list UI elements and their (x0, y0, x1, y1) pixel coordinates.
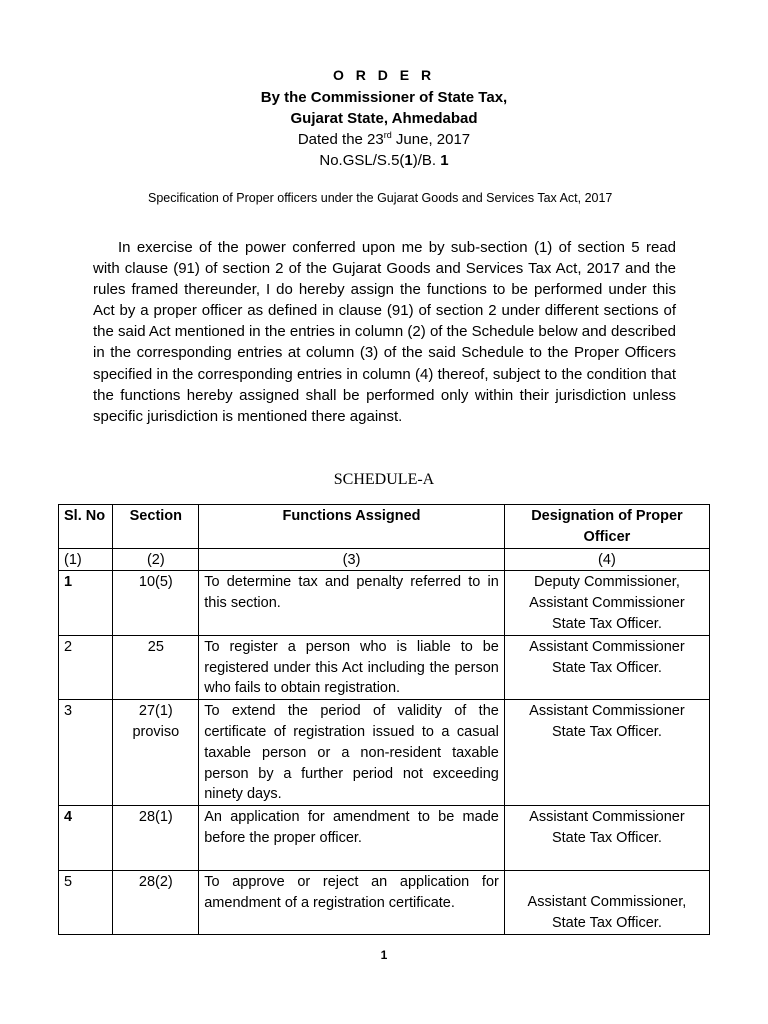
row-section: 25 (113, 635, 199, 699)
row-sl: 2 (59, 635, 113, 699)
designation-line: Assistant Commissioner (529, 809, 685, 826)
number-mid: )/B. (412, 152, 441, 169)
issuer-line: By the Commissioner of State Tax, (260, 89, 508, 106)
designation-line: State Tax Officer. (551, 914, 662, 931)
date-line (0, 129, 768, 150)
row-designation (504, 635, 709, 699)
table-row (59, 571, 710, 635)
designation-line: State Tax Officer. (551, 723, 662, 740)
header-functions: Functions Assigned (199, 505, 505, 549)
designation-line: Assistant Commissioner (529, 595, 685, 612)
order-number (0, 150, 768, 171)
row-section: 10(5) (113, 571, 199, 635)
row-designation (504, 806, 709, 871)
row-sl: 1 (59, 571, 113, 635)
section-line: 27(1) (138, 703, 173, 720)
designation-line: Assistant Commissioner (529, 638, 685, 655)
row-function: To determine tax and penalty referred to in this section. (199, 571, 505, 635)
row-section (113, 700, 199, 806)
column-number: (3) (199, 548, 505, 571)
table-row (59, 871, 710, 935)
table-row (59, 806, 710, 871)
page-number: 1 (380, 948, 388, 962)
designation-line: Deputy Commissioner, (533, 574, 680, 591)
row-sl: 3 (59, 700, 113, 806)
table-row (59, 635, 710, 699)
date-ordinal: rd (383, 130, 392, 140)
row-function: An application for amendment to be made before the proper officer. (199, 806, 505, 871)
column-number: (1) (59, 548, 113, 571)
order-title: O R D E R (332, 67, 436, 83)
header-designation: Designation of Proper Officer (504, 505, 709, 549)
date-day: 23 (367, 131, 384, 148)
schedule-title: SCHEDULE-A (333, 471, 435, 488)
header-sl-no: Sl. No (59, 505, 113, 549)
row-sl: 4 (59, 806, 113, 871)
column-number: (4) (504, 548, 709, 571)
table-row (59, 700, 710, 806)
row-designation (504, 871, 709, 935)
designation-line: Assistant Commissioner (529, 703, 685, 720)
designation-line: State Tax Officer. (551, 829, 662, 846)
number-part-2: 1 (440, 152, 449, 169)
table-header-row (59, 505, 710, 549)
header-section: Section (113, 505, 199, 549)
order-paragraph (93, 237, 676, 427)
designation-line: State Tax Officer. (551, 659, 662, 676)
specification-subtitle: Specification of Proper officers under the Gujarat Goods and Services Tax Act, 2017 (148, 191, 613, 205)
row-section: 28(1) (113, 806, 199, 871)
row-function: To register a person who is liable to be registered under this Act including the person who fails to obtain registration. (199, 635, 505, 699)
designation-line: State Tax Officer. (551, 615, 662, 632)
row-function: To approve or reject an application for amendment of a registration certificate. (199, 871, 505, 935)
row-designation (504, 700, 709, 806)
row-designation (504, 571, 709, 635)
section-line: proviso (132, 723, 180, 740)
row-sl: 5 (59, 871, 113, 935)
number-part-1: 1 (404, 152, 413, 169)
row-function: To extend the period of validity of the certificate of registration issued to a casual taxable person or a non-resident taxable person by a further period not exceeding ninety days. (199, 700, 505, 806)
designation-line: Assistant Commissioner, (527, 894, 687, 911)
state-line: Gujarat State, Ahmedabad (290, 110, 478, 127)
column-number: (2) (113, 548, 199, 571)
column-number-row (59, 548, 710, 571)
date-rest: June, 2017 (391, 131, 471, 148)
number-prefix: No.GSL/S.5( (319, 152, 405, 169)
schedule-table (58, 504, 710, 935)
date-prefix: Dated the (297, 131, 368, 148)
paragraph-text: In exercise of the power conferred upon me by sub-section (1) of section 5 read with clause (91) of section 2 of the Gujarat Goods and Services Tax Act, 2017 and the rules framed thereunder, I do hereby assign the functions to be performed under this Act by a proper officer as defined in clause (91) of section 2 under different sections of the said Act mentioned in the entries in column (2) of the Schedule below and described in the corresponding entries at column (3) of the said Schedule to the Proper Officers specified in the corresponding entries in column (4) thereof, subject to the condition that the functions hereby assigned shall be performed only within their jurisdiction unless specific jurisdiction is mentioned there against. (93, 239, 676, 425)
row-section: 28(2) (113, 871, 199, 935)
